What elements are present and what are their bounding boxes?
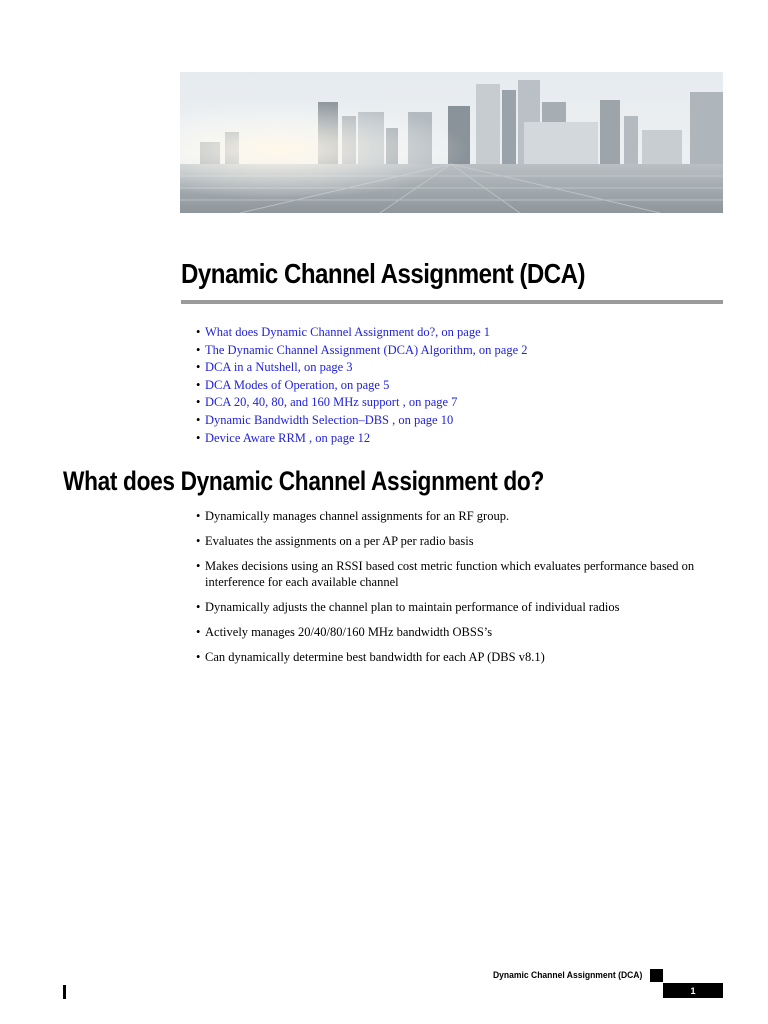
bullet: • <box>196 534 201 548</box>
toc-item <box>196 430 528 448</box>
bullet: • <box>196 650 201 664</box>
banner-image <box>180 72 723 213</box>
footer-left-marker <box>63 985 66 999</box>
section-bullet-list <box>196 508 716 674</box>
title-rule <box>181 300 723 304</box>
toc-item <box>196 342 528 360</box>
toc-link[interactable]: What does Dynamic Channel Assignment do?, on page 1 <box>205 325 491 339</box>
list-item-text: Evaluates the assignments on a per AP per radio basis <box>205 534 474 548</box>
bullet: • <box>196 377 201 392</box>
toc-link[interactable]: DCA Modes of Operation, on page 5 <box>205 377 390 392</box>
toc-link[interactable]: DCA in a Nutshell, on page 3 <box>205 360 353 375</box>
bullet: • <box>196 395 201 410</box>
toc-link[interactable]: DCA 20, 40, 80, and 160 MHz support , on page 7 <box>205 395 458 410</box>
toc-item <box>196 324 528 342</box>
toc-item <box>196 377 528 395</box>
footer-running-title: Dynamic Channel Assignment (DCA) <box>493 970 643 981</box>
page-number-bar <box>663 983 723 998</box>
list-item-text: Actively manages 20/40/80/160 MHz bandwidth OBSS’s <box>205 625 493 639</box>
toc-item <box>196 394 528 412</box>
page-number: 1 <box>690 985 696 996</box>
bullet: • <box>196 360 201 375</box>
list-item-text: Makes decisions using an RSSI based cost metric function which evaluates performance based on interference for each available channel <box>205 559 695 589</box>
bullet: • <box>196 559 201 573</box>
toc-link[interactable]: Dynamic Bandwidth Selection–DBS , on page 10 <box>205 412 454 427</box>
section-title: What does Dynamic Channel Assignment do? <box>63 466 544 496</box>
bullet: • <box>196 342 201 357</box>
bullet: • <box>196 625 201 639</box>
list-item <box>196 508 716 524</box>
bullet: • <box>196 509 201 523</box>
list-item-text: Dynamically adjusts the channel plan to maintain performance of individual radios <box>205 600 620 614</box>
chapter-title: Dynamic Channel Assignment (DCA) <box>181 258 586 289</box>
toc-item <box>196 359 528 377</box>
list-item <box>196 558 716 590</box>
toc-item <box>196 412 528 430</box>
bullet: • <box>196 430 201 445</box>
list-item-text: Can dynamically determine best bandwidth for each AP (DBS v8.1) <box>205 650 545 664</box>
bullet: • <box>196 600 201 614</box>
list-item <box>196 649 716 665</box>
toc-link[interactable]: Device Aware RRM , on page 12 <box>205 430 371 445</box>
list-item-text: Dynamically manages channel assignments for an RF group. <box>205 509 510 523</box>
list-item <box>196 624 716 640</box>
footer-marker <box>650 969 663 982</box>
bullet: • <box>196 325 201 339</box>
list-item <box>196 599 716 615</box>
list-item <box>196 533 716 549</box>
table-of-contents <box>196 324 528 447</box>
toc-link[interactable]: The Dynamic Channel Assignment (DCA) Algorithm, on page 2 <box>205 342 528 357</box>
bullet: • <box>196 412 201 427</box>
